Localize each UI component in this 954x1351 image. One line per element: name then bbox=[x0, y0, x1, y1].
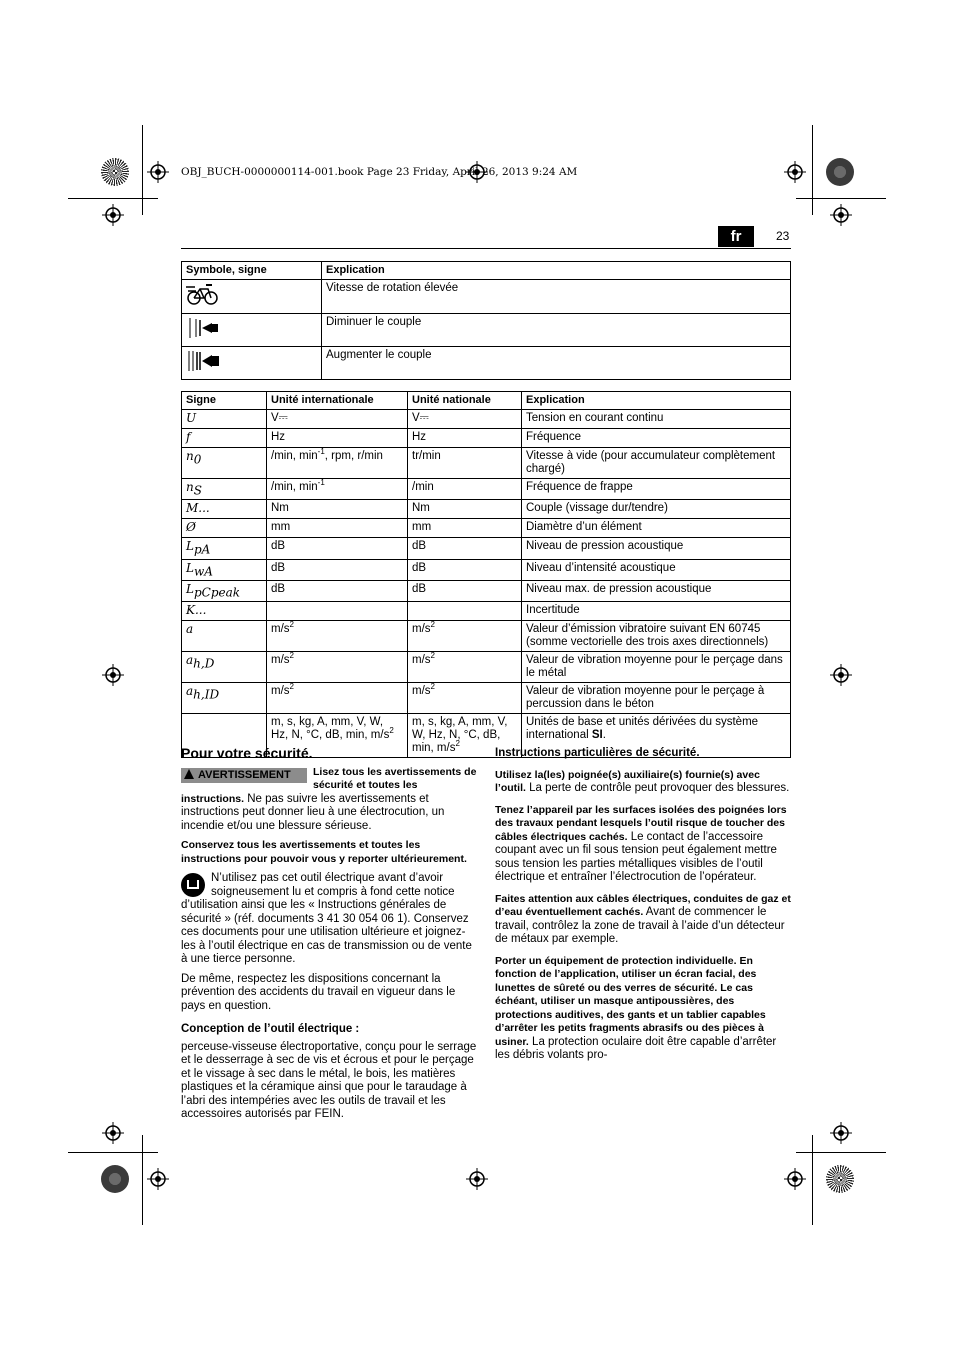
table-row bbox=[182, 448, 791, 479]
safety-item: Utilisez la(les) poignée(s) auxiliaire(s) fournie(s) avec l’outil. La perte de contrôle peut provoquer des blessures. bbox=[495, 768, 790, 794]
natl-unit-cell: Hz bbox=[408, 429, 522, 448]
registration-mark-icon bbox=[147, 1168, 169, 1190]
intl-unit-cell: Nm bbox=[267, 500, 408, 519]
table-row bbox=[182, 683, 791, 714]
registration-mark-icon bbox=[102, 204, 124, 226]
intl-unit-cell: $m/s^2$ bbox=[267, 652, 408, 683]
units-table bbox=[181, 391, 791, 758]
high-speed-icon bbox=[186, 282, 220, 306]
table-row bbox=[182, 602, 791, 621]
table-cell: Vitesse de rotation élevée bbox=[322, 280, 791, 314]
color-rosette-icon bbox=[101, 158, 129, 186]
safety-item: Faites attention aux câbles électriques, conduites de gaz et d’eau éventuellement cachés. Avant de commencer le travail, contrôlez la zone de travail à l’aide d’un détecteur de métaux par exemple. bbox=[495, 892, 791, 945]
intl-unit-cell: $m/s^2$ bbox=[267, 621, 408, 652]
book-info-line: OBJ_BUCH-0000000114-001.book Page 23 Friday, April 26, 2013 9:24 AM bbox=[181, 166, 578, 178]
sign-cell: $n_S$ bbox=[182, 479, 267, 500]
right-column bbox=[495, 747, 792, 1069]
table-row bbox=[182, 347, 791, 380]
sign-cell: $L_{wA}$ bbox=[182, 559, 267, 580]
sign-cell: Ø bbox=[182, 519, 267, 538]
natl-unit-cell: $m/s^2$ bbox=[408, 652, 522, 683]
natl-unit-cell: $m/s^2$ bbox=[408, 683, 522, 714]
sign-cell: U bbox=[182, 410, 267, 429]
natl-unit-cell: dB bbox=[408, 538, 522, 559]
sign-cell: a bbox=[182, 621, 267, 652]
manual-paragraph: N’utilisez pas cet outil électrique avant d’avoir soigneusement lu et compris à fond cette notice d’utilisation ainsi que les « Instructions générales de sécurité » (réf. documents 3 41 30 054 06 1). Conservez ces documents pour une utilisation ultérieure et joignez-les à l’outil électrique en cas de transmission ou de vente à une tierce personne. bbox=[181, 872, 472, 965]
table-row bbox=[182, 621, 791, 652]
warning-triangle-icon bbox=[184, 769, 194, 779]
safety-item: Tenez l’appareil par les surfaces isolées des poignées lors des travaux pendant lesquels l’outil risque de toucher des câbles électriques cachés. Le contact de l’accessoire coupant avec un fil sous tension peut également mettre sous tension les parties métalliques visibles de l’outil électrique et entraîner l’électrocution de l’opérateur. bbox=[495, 803, 787, 883]
intl-unit-cell: /min, $\min^{-1}$ bbox=[267, 479, 408, 500]
table-row bbox=[182, 280, 791, 314]
sign-cell: $n_0$ bbox=[182, 448, 267, 479]
table-row bbox=[182, 479, 791, 500]
intl-unit-cell: m, s, kg, A, mm, V, W, Hz, N, °C, dB, min, $m/s^2$ bbox=[267, 714, 408, 758]
natl-unit-cell: Nm bbox=[408, 500, 522, 519]
explanation-cell: Fréquence bbox=[522, 429, 791, 448]
table-row bbox=[182, 429, 791, 448]
explanation-cell: Diamètre d’un élément bbox=[522, 519, 791, 538]
intl-unit-cell: V⎓ bbox=[267, 410, 408, 429]
registration-mark-icon bbox=[784, 161, 806, 183]
registration-mark-icon bbox=[830, 1122, 852, 1144]
color-rosette-icon bbox=[826, 1165, 854, 1193]
reduce-torque-icon bbox=[186, 316, 222, 340]
accident-paragraph: De même, respectez les dispositions concernant la prévention des accidents du travail en vigueur dans le pays en question. bbox=[181, 972, 456, 1012]
column-header: Unité internationale bbox=[267, 392, 408, 410]
registration-mark-icon bbox=[784, 1168, 806, 1190]
sign-cell: f bbox=[182, 429, 267, 448]
natl-unit-cell: dB bbox=[408, 559, 522, 580]
language-tab: fr bbox=[718, 226, 754, 247]
color-rosette-icon bbox=[101, 1165, 129, 1193]
intl-unit-cell: /min, $\min^{-1}$, rpm, r/min bbox=[267, 448, 408, 479]
sign-cell: $L_{pA}$ bbox=[182, 538, 267, 559]
registration-mark-icon bbox=[102, 664, 124, 686]
natl-unit-cell: $m/s^2$ bbox=[408, 621, 522, 652]
table-row bbox=[182, 538, 791, 559]
natl-unit-cell: tr/min bbox=[408, 448, 522, 479]
table-row bbox=[182, 500, 791, 519]
explanation-cell: Tension en courant continu bbox=[522, 410, 791, 429]
sign-cell: $L_{pCpeak}$ bbox=[182, 580, 267, 601]
intl-unit-cell: dB bbox=[267, 538, 408, 559]
registration-mark-icon bbox=[466, 1168, 488, 1190]
natl-unit-cell bbox=[408, 602, 522, 621]
warning-paragraph: Lisez tous les avertissements de sécurité et toutes les instructions. Ne pas suivre les avertissements et instructions peut donner lieu à une électrocution, un incendie et/ou une blessure sérieuse. bbox=[181, 765, 477, 832]
column-header: Unité nationale bbox=[408, 392, 522, 410]
explanation-cell: Unités de base et unités dérivées du système international SI. bbox=[522, 714, 791, 758]
color-rosette-icon bbox=[826, 158, 854, 186]
sign-cell: M... bbox=[182, 500, 267, 519]
sign-cell: K... bbox=[182, 602, 267, 621]
natl-unit-cell: dB bbox=[408, 580, 522, 601]
intl-unit-cell: $m/s^2$ bbox=[267, 683, 408, 714]
read-manual-icon bbox=[181, 873, 205, 897]
registration-mark-icon bbox=[147, 161, 169, 183]
table-row bbox=[182, 652, 791, 683]
registration-mark-icon bbox=[830, 204, 852, 226]
intl-unit-cell: Hz bbox=[267, 429, 408, 448]
left-column bbox=[181, 747, 478, 1128]
natl-unit-cell: mm bbox=[408, 519, 522, 538]
registration-mark-icon bbox=[102, 1122, 124, 1144]
explanation-cell: Vitesse à vide (pour accumulateur complètement chargé) bbox=[522, 448, 791, 479]
table-row bbox=[182, 519, 791, 538]
intl-unit-cell bbox=[267, 602, 408, 621]
intl-unit-cell: dB bbox=[267, 559, 408, 580]
sign-cell: $a_{h,D}$ bbox=[182, 652, 267, 683]
explanation-cell: Incertitude bbox=[522, 602, 791, 621]
column-header: Explication bbox=[522, 392, 791, 410]
explanation-cell: Valeur d’émission vibratoire suivant EN 60745 (somme vectorielle des trois axes directionnels) bbox=[522, 621, 791, 652]
natl-unit-cell: /min bbox=[408, 479, 522, 500]
explanation-cell: Valeur de vibration moyenne pour le perçage à percussion dans le béton bbox=[522, 683, 791, 714]
warning-badge: AVERTISSEMENT bbox=[181, 768, 307, 783]
column-header: Signe bbox=[182, 392, 267, 410]
explanation-cell: Couple (vissage dur/tendre) bbox=[522, 500, 791, 519]
natl-unit-cell: m, s, kg, A, mm, V, W, Hz, N, °C, dB, min, $m/s^2$ bbox=[408, 714, 522, 758]
symbols-table bbox=[181, 261, 791, 380]
explanation-cell: Niveau d’intensité acoustique bbox=[522, 559, 791, 580]
header-rule bbox=[181, 248, 791, 249]
design-paragraph: perceuse-visseuse électroportative, conçu pour le serrage et le desserrage à sec de vis et écrous et pour le perçage et le vissage à sec dans le métal, le bois, les matières plastiques et la céramique ainsi que pour le taraudage à l’abri des intempéries avec les outils de travail et les accessoires autorisés par FEIN. bbox=[181, 1040, 477, 1120]
safety-heading: Instructions particulières de sécurité. bbox=[495, 747, 700, 759]
table-header-row bbox=[182, 392, 791, 410]
table-cell: Augmenter le couple bbox=[322, 347, 791, 380]
column-header: Explication bbox=[322, 262, 791, 280]
natl-unit-cell: V⎓ bbox=[408, 410, 522, 429]
explanation-cell: Niveau de pression acoustique bbox=[522, 538, 791, 559]
column-header: Symbole, signe bbox=[182, 262, 322, 280]
safety-item: Porter un équipement de protection individuelle. En fonction de l’application, utiliser un écran facial, des lunettes de sûreté ou des verres de sécurité. Le cas échéant, utiliser un masque antipoussières, des protections auditives, des gants et un tablier capables d’arrêter les petits fragments abrasifs ou des pièces à usiner. La protection oculaire doit être capable d’arrêter les débris volants pro- bbox=[495, 954, 777, 1061]
explanation-cell: Valeur de vibration moyenne pour le perçage dans le métal bbox=[522, 652, 791, 683]
page-number: 23 bbox=[776, 229, 790, 243]
registration-mark-icon bbox=[830, 664, 852, 686]
table-row bbox=[182, 580, 791, 601]
explanation-cell: Niveau max. de pression acoustique bbox=[522, 580, 791, 601]
explanation-cell: Fréquence de frappe bbox=[522, 479, 791, 500]
intl-unit-cell: dB bbox=[267, 580, 408, 601]
table-row bbox=[182, 410, 791, 429]
table-header-row bbox=[182, 262, 791, 280]
table-cell: Diminuer le couple bbox=[322, 314, 791, 347]
sign-cell: $a_{h,ID}$ bbox=[182, 683, 267, 714]
table-row bbox=[182, 559, 791, 580]
keep-instructions-paragraph: Conservez tous les avertissements et toutes les instructions pour pouvoir vous y reporter ultérieurement. bbox=[181, 839, 467, 865]
intl-unit-cell: mm bbox=[267, 519, 408, 538]
increase-torque-icon bbox=[186, 349, 222, 373]
section-title: Pour votre sécurité. bbox=[181, 745, 313, 761]
design-heading: Conception de l’outil électrique : bbox=[181, 1023, 360, 1035]
table-row bbox=[182, 314, 791, 347]
